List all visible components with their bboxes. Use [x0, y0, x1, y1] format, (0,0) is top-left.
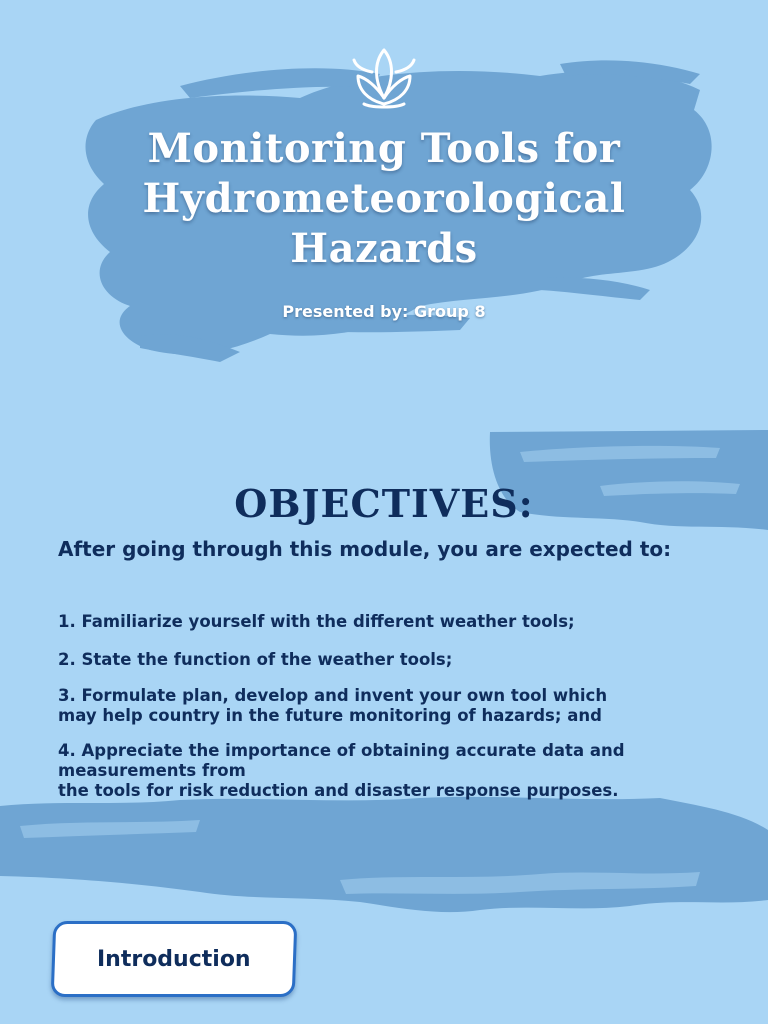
- objectives-intro: After going through this module, you are expected to:: [58, 537, 672, 561]
- objective-item-2: 2. State the function of the weather tools;: [58, 650, 453, 669]
- introduction-button[interactable]: [51, 921, 298, 997]
- lotus-icon: [350, 46, 418, 112]
- objective-item-1: 1. Familiarize yourself with the different weather tools;: [58, 612, 575, 631]
- introduction-button-label: Introduction: [97, 946, 251, 972]
- page-title: Monitoring Tools for Hydrometeorological Hazards: [142, 125, 626, 272]
- presenter-subtitle: Presented by: Group 8: [282, 302, 486, 321]
- objectives-heading: OBJECTIVES:: [234, 481, 534, 526]
- objective-item-3: 3. Formulate plan, develop and invent your own tool which may help country in the future monitoring of hazards; and: [58, 686, 608, 725]
- objective-item-4: 4. Appreciate the importance of obtaining accurate data and measurements from the tools for risk reduction and disaster response purposes.: [58, 741, 625, 800]
